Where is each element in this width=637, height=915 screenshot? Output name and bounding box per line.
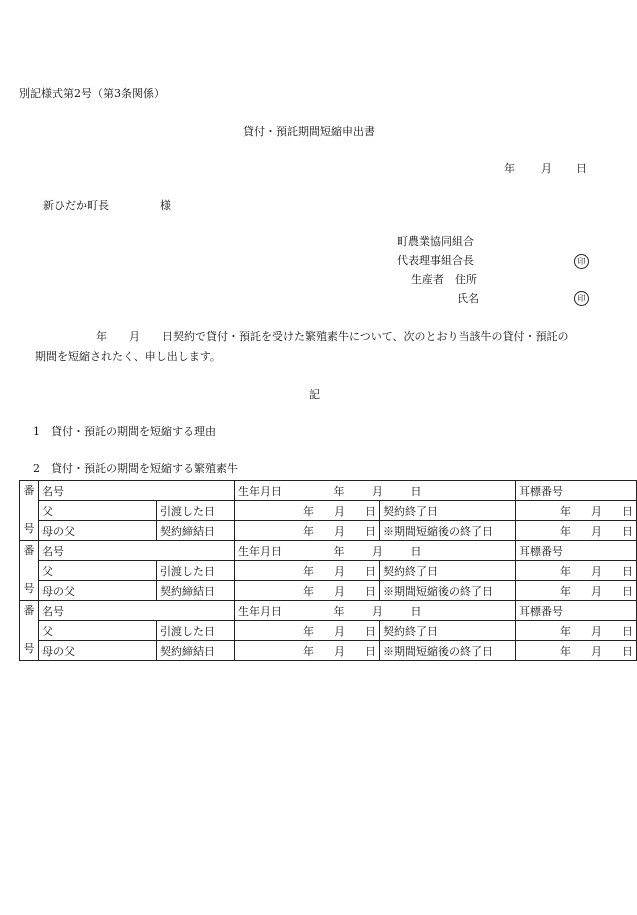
contract-date-field[interactable] — [235, 521, 380, 541]
number-label-blank — [20, 620, 38, 639]
contract-end-label-cell — [380, 501, 516, 521]
date-day-mark: 日 — [622, 624, 634, 638]
table-row — [20, 641, 637, 661]
producer-name-label: 氏名 — [457, 292, 479, 305]
contract-end-label: 契約終了日 — [383, 564, 438, 578]
date-month-mark: 月 — [591, 644, 603, 658]
date-year-mark: 年 — [303, 644, 314, 658]
contract-date-label: 契約締結日 — [160, 524, 215, 538]
contract-date-field[interactable] — [235, 641, 380, 661]
birth-label: 生年月日 — [238, 484, 282, 498]
birth-label: 生年月日 — [238, 544, 282, 558]
date-day-mark: 日 — [365, 524, 376, 538]
sire-field[interactable] — [39, 561, 157, 581]
table-row — [20, 601, 637, 621]
document-title: 貸付・預託期間短縮申出書 — [243, 125, 375, 138]
shortened-end-date-field[interactable] — [516, 581, 637, 601]
date-day-mark: 日 — [365, 584, 376, 598]
shortened-end-date-field[interactable] — [516, 521, 637, 541]
contract-date-label-cell — [157, 521, 235, 541]
name-field[interactable] — [39, 481, 235, 501]
shortened-end-label-cell — [380, 521, 516, 541]
contract-date-label-cell — [157, 581, 235, 601]
delivered-date-field[interactable] — [235, 561, 380, 581]
number-label-bottom: 号 — [23, 522, 35, 535]
ear-tag-label: 耳標番号 — [519, 484, 564, 498]
contract-date-label: 契約締結日 — [160, 644, 215, 658]
birth-year: 年 — [333, 544, 345, 558]
birth-year: 年 — [333, 484, 345, 498]
body-line-1: 年 月 日契約で貸付・預託を受けた繁殖素牛について、次のとおり当該牛の貸付・預託の — [96, 330, 569, 343]
contract-end-date-field[interactable] — [516, 621, 637, 641]
addressee-name: 新ひだか町長 — [43, 199, 109, 212]
delivered-label: 引渡した日 — [160, 564, 215, 578]
dam-sire-field[interactable] — [39, 641, 157, 661]
seal-mark-2: 印 — [574, 291, 589, 306]
date-year-mark: 年 — [560, 584, 572, 598]
number-label-bottom: 号 — [23, 642, 35, 655]
contract-date-label: 契約締結日 — [160, 584, 215, 598]
sire-label: 父 — [42, 564, 53, 578]
delivered-date-field[interactable] — [235, 501, 380, 521]
contract-end-date-field[interactable] — [516, 501, 637, 521]
table-row — [20, 541, 637, 561]
date-month-mark: 月 — [591, 624, 603, 638]
table-row — [20, 621, 637, 641]
contract-end-label: 契約終了日 — [383, 504, 438, 518]
dam-sire-label: 母の父 — [42, 584, 75, 598]
dam-sire-field[interactable] — [39, 581, 157, 601]
ear-tag-field[interactable] — [516, 541, 637, 561]
body-line-2: 期間を短縮されたく、申し出します。 — [35, 350, 221, 363]
birth-month: 月 — [372, 544, 383, 558]
date-year-mark: 年 — [560, 524, 572, 538]
birth-year: 年 — [333, 604, 345, 618]
number-label-top: 番 — [23, 604, 35, 617]
ear-tag-field[interactable] — [516, 601, 637, 621]
date-month-mark: 月 — [591, 524, 603, 538]
date-month-mark: 月 — [334, 504, 345, 518]
contract-end-label: 契約終了日 — [383, 624, 438, 638]
date-year-mark: 年 — [303, 624, 314, 638]
delivered-label-cell — [157, 561, 235, 581]
delivered-label: 引渡した日 — [160, 624, 215, 638]
date-year-mark: 年 — [303, 524, 314, 538]
table-row — [20, 521, 637, 541]
date-year-mark: 年 — [560, 504, 572, 518]
delivered-label: 引渡した日 — [160, 504, 215, 518]
date-day-mark: 日 — [622, 584, 634, 598]
sire-field[interactable] — [39, 501, 157, 521]
contract-date-label-cell — [157, 641, 235, 661]
date-day-mark: 日 — [365, 644, 376, 658]
date-month-mark: 月 — [334, 564, 345, 578]
sire-field[interactable] — [39, 621, 157, 641]
birth-day: 日 — [410, 604, 422, 618]
shortened-end-label: ※期間短縮後の終了日 — [383, 644, 493, 658]
ear-tag-label: 耳標番号 — [519, 604, 564, 618]
date-month-mark: 月 — [334, 584, 345, 598]
delivered-label-cell — [157, 621, 235, 641]
producer-address-label: 生産者 住所 — [411, 273, 477, 286]
sire-label: 父 — [42, 624, 53, 638]
birth-date-field[interactable] — [235, 601, 516, 621]
number-label-top: 番 — [23, 544, 35, 557]
table-row — [20, 501, 637, 521]
date-day-mark: 日 — [622, 644, 634, 658]
table-row — [20, 481, 637, 501]
shortened-end-label: ※期間短縮後の終了日 — [383, 524, 493, 538]
birth-day: 日 — [410, 484, 422, 498]
shortened-end-label-cell — [380, 641, 516, 661]
date-month-mark: 月 — [591, 504, 603, 518]
applicant-representative: 代表理事組合長 — [397, 254, 474, 267]
date-year-mark: 年 — [303, 584, 314, 598]
date-year: 年 — [504, 162, 515, 175]
shortened-end-label-cell — [380, 581, 516, 601]
shortened-end-label: ※期間短縮後の終了日 — [383, 584, 493, 598]
birth-month: 月 — [372, 604, 383, 618]
date-year-mark: 年 — [560, 644, 572, 658]
contract-end-label-cell — [380, 621, 516, 641]
number-label-bottom: 号 — [23, 582, 35, 595]
ki-marker: 記 — [309, 388, 320, 401]
name-field[interactable] — [39, 601, 235, 621]
table-row — [20, 561, 637, 581]
name-label: 名号 — [42, 484, 64, 498]
contract-end-label-cell — [380, 561, 516, 581]
delivered-label-cell — [157, 501, 235, 521]
birth-date-field[interactable] — [235, 541, 516, 561]
date-month-mark: 月 — [334, 624, 345, 638]
birth-date-field[interactable] — [235, 481, 516, 501]
date-month-mark: 月 — [591, 584, 603, 598]
date-month-mark: 月 — [334, 644, 345, 658]
name-field[interactable] — [39, 541, 235, 561]
date-day-mark: 日 — [365, 504, 376, 518]
form-reference: 別記様式第2号（第3条関係） — [19, 87, 165, 100]
number-label-blank — [20, 500, 38, 519]
date-year-mark: 年 — [303, 504, 314, 518]
applicant-org: 町農業協同組合 — [397, 235, 474, 248]
ear-tag-label: 耳標番号 — [519, 544, 564, 558]
name-label: 名号 — [42, 604, 64, 618]
dam-sire-field[interactable] — [39, 521, 157, 541]
contract-date-field[interactable] — [235, 581, 380, 601]
cattle-table — [19, 480, 637, 661]
birth-day: 日 — [410, 544, 422, 558]
date-month-mark: 月 — [334, 524, 345, 538]
ear-tag-field[interactable] — [516, 481, 637, 501]
dam-sire-label: 母の父 — [42, 644, 75, 658]
number-label-blank — [20, 560, 38, 579]
date-day: 日 — [576, 162, 587, 175]
date-year-mark: 年 — [560, 624, 572, 638]
addressee-honorific: 様 — [160, 199, 171, 212]
date-month: 月 — [541, 162, 552, 175]
seal-mark-1: 印 — [574, 254, 589, 269]
shortened-end-date-field[interactable] — [516, 641, 637, 661]
contract-end-date-field[interactable] — [516, 561, 637, 581]
entry-number-cell[interactable] — [20, 541, 39, 601]
table-row — [20, 581, 637, 601]
date-day-mark: 日 — [365, 564, 376, 578]
date-year-mark: 年 — [560, 564, 572, 578]
name-label: 名号 — [42, 544, 64, 558]
date-day-mark: 日 — [622, 524, 634, 538]
section-1-heading: 1 貸付・預託の期間を短縮する理由 — [33, 425, 216, 438]
date-day-mark: 日 — [365, 624, 376, 638]
date-day-mark: 日 — [622, 504, 634, 518]
entry-number-cell[interactable] — [20, 481, 39, 541]
section-2-heading: 2 貸付・預託の期間を短縮する繁殖素牛 — [33, 462, 238, 475]
delivered-date-field[interactable] — [235, 621, 380, 641]
dam-sire-label: 母の父 — [42, 524, 75, 538]
birth-label: 生年月日 — [238, 604, 282, 618]
entry-number-cell[interactable] — [20, 601, 39, 661]
birth-month: 月 — [372, 484, 383, 498]
date-month-mark: 月 — [591, 564, 603, 578]
date-year-mark: 年 — [303, 564, 314, 578]
sire-label: 父 — [42, 504, 53, 518]
number-label-top: 番 — [23, 484, 35, 497]
date-day-mark: 日 — [622, 564, 634, 578]
